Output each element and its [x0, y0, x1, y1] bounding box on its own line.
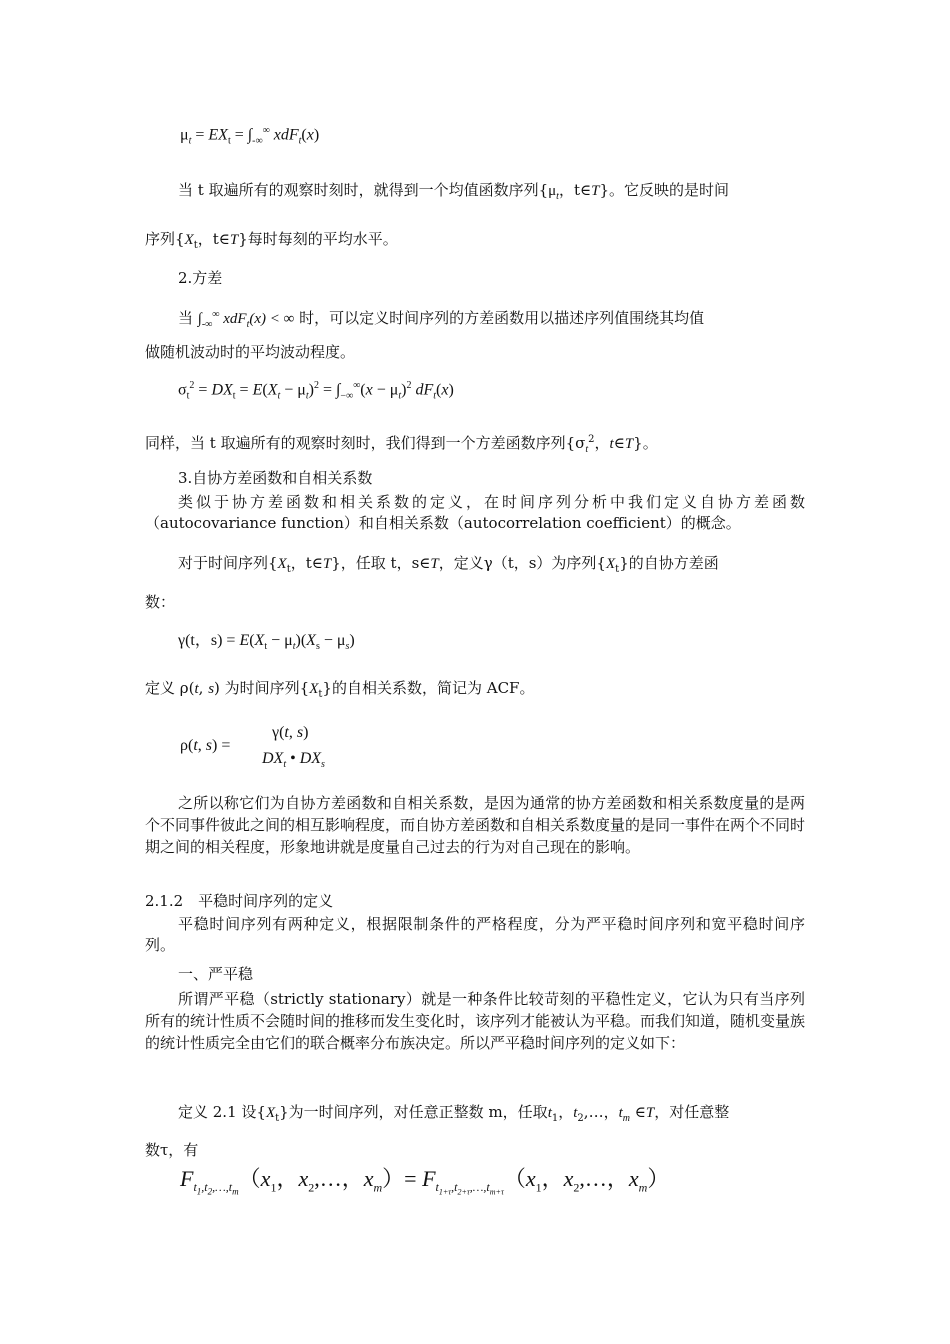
paragraph-autocov-def: 对于时间序列{$X_t$，t∈T}，任取 t，s∈T，定义γ（t，s）为序列$\{X_t\}$的自协方差函 [178, 554, 719, 575]
heading-autocovariance: 3.自协方差函数和自相关系数 [178, 469, 373, 487]
strict-stationary-equation: $F_{t_1,t_2,\dots,t_m}(x_1$，$x_2,\dots$，$x_m)= F_{t_{1+\tau},t_{2+\tau},\dots,t_{m+\tau}}(x_1$，$x_2,\dots$，$x_m$） [180, 1166, 670, 1197]
paragraph-autocov-intro: 类似于协方差函数和相关系数的定义，在时间序列分析中我们定义自协方差函数（autocovariance function）和自相关系数（autocorrelation coefficient）的概念。 [145, 493, 805, 532]
mean-equation: $\mu_t = EX_t = \int_{-\infty}^\infty$ xdF$_t$(x) [180, 125, 320, 147]
paragraph-strict-stationary: 所谓严平稳（strictly stationary）就是一种条件比较苛刻的平稳性定义，它认为只有当序列所有的统计性质不会随时间的推移而发生变化时，该序列才能被认为平稳。而我们知道，随机变量族的统计性质完全由它们的联合概率分布族决定。所以严平稳时间序列的定义如下： [145, 990, 806, 1052]
paragraph-acf-def: 定义 ρ(t, s) 为时间序列$\{X_t\}$的自相关系数，简记为 ACF。 [145, 679, 535, 700]
paragraph-acf-explanation: 之所以称它们为自协方差函数和自相关系数，是因为通常的协方差函数和相关系数度量的是两个不同事件彼此之间的相互影响程度，而自协方差函数和自相关系数度量的是同一事件在两个不同时期之间的相关程度，形象地讲就是度量自己过去的行为对自己现在的影响。 [145, 794, 806, 856]
paragraph-definition: 定义 2.1 设$\{X_t\}$为一时间序列，对任意正整数 m，任取$t_1$，$t_2,\dots$，$t_m$ ∈T，对任意整 [178, 1103, 730, 1124]
paragraph-variance-condition: 当 $\int_{-\infty}^\infty$ xdF$_t$(x) < ∞ 时，可以定义时间序列的方差函数用以描述序列值围绕其均值 [178, 309, 705, 330]
autocovariance-equation: γ(t，$s) = E(X_t - \mu_t)(X_s - \mu_s)$ [178, 632, 355, 653]
variance-equation: $\sigma_t^2 = DX_t = E(X_t - \mu_t)^2 = \int_{-\infty}^\infty(x - \mu_t)^2$ $dF_t(x)$ [178, 380, 454, 402]
paragraph-variance-sequence: 同样，当 t 取遍所有的观察时刻时，我们得到一个方差函数序列{$\sigma_t^2$，t∈T}。 [145, 434, 658, 455]
paragraph-mean-level: 序列{$X_t$，t∈T}每时每刻的平均水平。 [145, 230, 398, 251]
heading-strict-stationary: 一、严平稳 [178, 965, 254, 983]
paragraph-definition-end: 数τ，有 [145, 1141, 199, 1159]
paragraph-variance-desc: 做随机波动时的平均波动程度。 [145, 343, 356, 361]
paragraph-mean-sequence: 当 t 取遍所有的观察时刻时，就得到一个均值函数序列{$\mu_t$，t∈T}。它反映的是时间 [178, 181, 729, 202]
acf-denominator: $DX_t$ • $DX_s$ [262, 750, 325, 771]
heading-variance: 2.方差 [178, 269, 223, 287]
paragraph-stationary-intro: 平稳时间序列有两种定义，根据限制条件的严格程度，分为严平稳时间序列和宽平稳时间序列。 [145, 915, 805, 954]
acf-lhs: ρ(t, s) = [180, 737, 231, 754]
acf-numerator: γ(t, s) [272, 724, 309, 741]
paragraph-autocov-def-end: 数： [145, 593, 176, 611]
section-heading: 2.1.2 平稳时间序列的定义 [145, 892, 334, 910]
